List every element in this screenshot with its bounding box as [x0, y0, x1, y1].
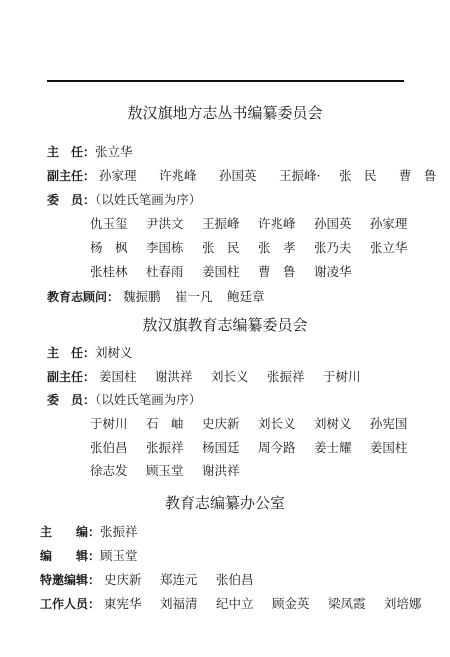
member-name: 张伯昌 — [90, 440, 128, 455]
staff-name: 刘培娜 — [383, 596, 422, 611]
s2-deputy-name: 张振祥 — [266, 369, 305, 384]
s1-members-note: （以姓氏笔画为序） — [95, 192, 202, 207]
member-name: 张 民 — [201, 240, 240, 255]
member-name: 顾玉堂 — [145, 463, 184, 478]
guest-editor-name: 郑连元 — [159, 572, 198, 587]
s2-members-note: （以姓氏笔画为序） — [95, 392, 202, 407]
s3-editor-in-chief-label: 主 编： — [40, 525, 101, 539]
s1-deputy-name: 张 民 — [338, 168, 377, 183]
s1-members-row — [90, 262, 351, 280]
section3-title: 教育志编纂办公室 — [164, 494, 285, 512]
s3-editor-in-chief-name: 张振祥 — [100, 524, 138, 539]
s2-members-label: 委 员： — [47, 393, 96, 407]
member-name: 谢凌华 — [313, 264, 352, 279]
staff-name: 東宪华 — [104, 596, 142, 611]
s1-deputy-name: 许兆峰 — [158, 168, 197, 183]
member-name: 孙家理 — [369, 216, 408, 231]
s3-staff-line — [40, 594, 421, 612]
s2-deputy-name: 姜国柱 — [99, 369, 137, 384]
member-name: 史庆新 — [201, 416, 240, 431]
member-name: 李国栋 — [145, 240, 184, 255]
s2-deputy-name: 于树川 — [322, 369, 361, 384]
member-name: 刘长义 — [257, 416, 296, 431]
member-name: 杜春雨 — [145, 264, 184, 279]
s1-deputy-name: 孙家理 — [99, 168, 137, 183]
member-name: 周今路 — [257, 440, 296, 455]
member-name: 姜国柱 — [369, 440, 408, 455]
member-name: 孙宪国 — [369, 416, 408, 431]
s3-editor-line — [40, 546, 138, 564]
s2-deputy-name: 谢洪祥 — [154, 369, 193, 384]
guest-editor-name: 史庆新 — [104, 572, 142, 587]
s2-members-row — [90, 461, 239, 479]
s3-editor-label: 编 辑： — [40, 549, 101, 563]
staff-name: 纪中立 — [215, 596, 254, 611]
s3-editor-name: 顾玉堂 — [100, 548, 138, 563]
s1-director-line — [47, 142, 133, 160]
advisor-name: 魏振鹏 — [123, 289, 161, 304]
member-name: 刘树义 — [313, 416, 352, 431]
s2-members-line — [47, 390, 201, 408]
s1-director-label: 主 任： — [47, 145, 96, 159]
staff-name: 刘福清 — [159, 596, 198, 611]
s2-director-line — [47, 343, 133, 361]
s1-advisor-label: 教育志顾问： — [47, 290, 120, 304]
s2-deputy-label: 副主任： — [47, 370, 96, 384]
member-name: 王振峰 — [201, 216, 240, 231]
s2-deputy-line — [47, 367, 360, 385]
s2-deputy-name: 刘长义 — [210, 369, 249, 384]
member-name: 杨 枫 — [90, 240, 128, 255]
s1-deputy-name: 孙国英 — [218, 168, 257, 183]
guest-editor-name: 张伯昌 — [215, 572, 254, 587]
member-name: 石 岫 — [145, 416, 184, 431]
s2-members-row — [90, 414, 407, 432]
member-name: 姜士耀 — [313, 440, 352, 455]
s3-guest-editor-label: 特邀编辑： — [40, 573, 101, 587]
member-name: 张乃夫 — [313, 240, 352, 255]
s1-deputy-line — [47, 166, 436, 184]
s1-members-row — [90, 238, 407, 256]
s3-staff-label: 工作人员： — [40, 597, 101, 611]
top-rule — [47, 80, 404, 82]
member-name: 尹洪文 — [145, 216, 184, 231]
member-name: 杨国廷 — [201, 440, 240, 455]
section2-title: 敖汉旗教育志编纂委员会 — [142, 316, 308, 334]
s3-editor-in-chief-line — [40, 522, 138, 540]
section1-title: 敖汉旗地方志丛书编纂委员会 — [127, 104, 323, 122]
s2-director-name: 刘树义 — [95, 345, 133, 360]
s1-members-line — [47, 190, 201, 208]
member-name: 许兆峰 — [257, 216, 296, 231]
member-name: 曹 鲁 — [257, 264, 296, 279]
member-name: 姜国柱 — [201, 264, 240, 279]
advisor-name: 鲍廷章 — [226, 289, 265, 304]
member-name: 徐志发 — [90, 463, 128, 478]
member-name: 仇玉玺 — [90, 216, 128, 231]
member-name: 孙国英 — [313, 216, 352, 231]
s2-members-row — [90, 438, 407, 456]
s1-deputy-label: 副主任： — [47, 169, 96, 183]
s1-advisor-line — [47, 287, 264, 305]
member-name: 张 孝 — [257, 240, 296, 255]
s1-deputy-name: 王振峰· — [278, 168, 321, 183]
staff-name: 梁凤霞 — [327, 596, 366, 611]
member-name: 张立华 — [369, 240, 408, 255]
member-name: 于树川 — [90, 416, 128, 431]
advisor-name: 崔一凡 — [174, 289, 213, 304]
staff-name: 顾金英 — [271, 596, 310, 611]
member-name: 谢洪祥 — [201, 463, 240, 478]
s3-guest-editor-line — [40, 570, 253, 588]
member-name: 张桂林 — [90, 264, 128, 279]
s2-director-label: 主 任： — [47, 346, 96, 360]
member-name: 张振祥 — [145, 440, 184, 455]
s1-director-name: 张立华 — [95, 144, 133, 159]
s1-members-row — [90, 214, 407, 232]
s1-deputy-name: 曹 鲁 — [398, 168, 437, 183]
s1-members-label: 委 员： — [47, 193, 96, 207]
